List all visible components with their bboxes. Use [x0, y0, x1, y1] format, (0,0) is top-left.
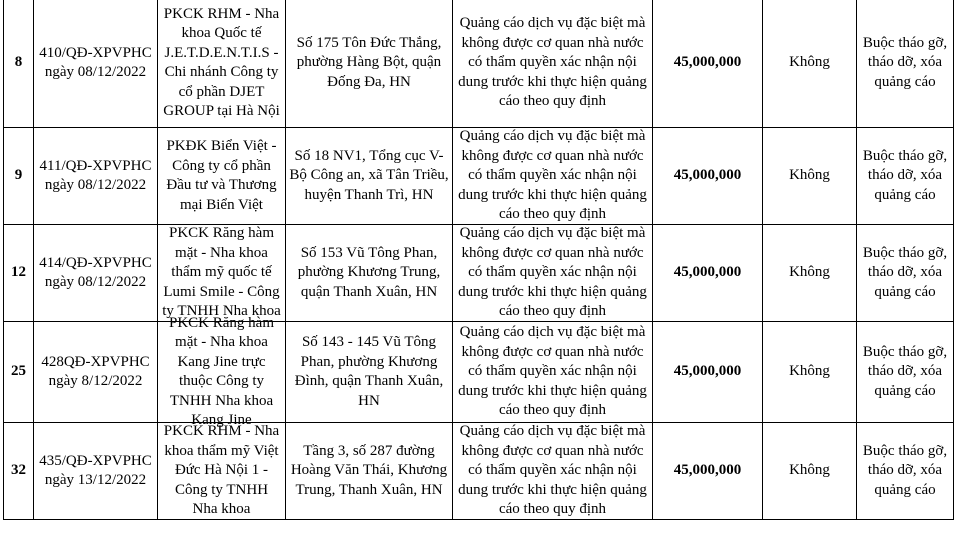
row-number: 12 — [4, 225, 34, 322]
table-row — [4, 225, 954, 322]
violation-text: Quảng cáo dịch vụ đặc biệt mà không được cơ quan nhà nước có thẩm quyền xác nhận nội dung trước khi thực hiện quảng cáo theo quy định — [458, 324, 647, 419]
remedy-cell — [857, 423, 954, 520]
decision-cell — [34, 423, 158, 520]
address-text: Số 18 NV1, Tổng cục V- Bộ Công an, xã Tân Triều, huyện Thanh Trì, HN — [289, 147, 449, 203]
fine-amount: 45,000,000 — [653, 128, 763, 225]
additional-penalty: Không — [763, 128, 857, 225]
decision-cell — [34, 225, 158, 322]
address-cell — [286, 322, 453, 423]
decision-text: 410/QĐ-XPVPHC ngày 08/12/2022 — [39, 44, 152, 80]
violation-text: Quảng cáo dịch vụ đặc biệt mà không được cơ quan nhà nước có thẩm quyền xác nhận nội dung trước khi thực hiện quảng cáo theo quy định — [458, 225, 647, 320]
entity-text: PKCK RHM - Nha khoa Quốc tế J.E.T.D.E.N.T.I.S - Chi nhánh Công ty cổ phần DJET GROUP tại Hà Nội — [163, 5, 280, 119]
entity-cell — [158, 314, 286, 428]
additional-penalty: Không — [763, 322, 857, 423]
violation-text: Quảng cáo dịch vụ đặc biệt mà không được cơ quan nhà nước có thẩm quyền xác nhận nội dung trước khi thực hiện quảng cáo theo quy định — [458, 128, 647, 223]
address-cell — [286, 423, 453, 520]
additional-penalty: Không — [763, 423, 857, 520]
address-text: Số 143 - 145 Vũ Tông Phan, phường Khương Đình, quận Thanh Xuân, HN — [294, 334, 444, 409]
row-number: 32 — [4, 423, 34, 520]
violation-clip — [453, 226, 652, 320]
address-text: Tầng 3, số 287 đường Hoàng Văn Thái, Khương Trung, Thanh Xuân, HN — [290, 442, 448, 498]
violations-table — [3, 0, 954, 520]
entity-cell — [158, 225, 286, 322]
fine-amount: 45,000,000 — [653, 423, 763, 520]
fine-amount: 45,000,000 — [653, 225, 763, 322]
decision-text: 411/QĐ-XPVPHC ngày 08/12/2022 — [39, 157, 152, 193]
remedy-cell — [857, 128, 954, 225]
remedy-text: Buộc tháo gỡ, tháo dỡ, xóa quảng cáo — [862, 34, 948, 90]
table-row — [4, 423, 954, 520]
fine-amount: 45,000,000 — [653, 322, 763, 423]
entity-clip — [158, 0, 285, 126]
violation-cell — [453, 423, 653, 520]
entity-cell — [158, 128, 286, 225]
entity-text: PKCK Răng hàm mặt - Nha khoa thẩm mỹ quốc tế Lumi Smile - Công ty TNHH Nha khoa — [162, 225, 281, 320]
address-text: Số 175 Tôn Đức Thắng, phường Hàng Bột, quận Đống Đa, HN — [296, 34, 442, 90]
entity-text: PKĐK Biển Việt - Công ty cổ phần Đầu tư và Thương mại Biển Việt — [166, 138, 277, 213]
violation-text: Quảng cáo dịch vụ đặc biệt mà không được cơ quan nhà nước có thẩm quyền xác nhận nội dung trước khi thực hiện quảng cáo theo quy định — [458, 15, 647, 110]
remedy-text: Buộc tháo gỡ, tháo dỡ, xóa quảng cáo — [862, 343, 948, 399]
violation-clip — [453, 424, 652, 518]
violation-cell — [453, 0, 653, 128]
additional-penalty: Không — [763, 225, 857, 322]
violation-clip — [453, 323, 652, 421]
fine-amount: 45,000,000 — [653, 0, 763, 128]
entity-text: PKCK RHM - Nha khoa thẩm mỹ Việt Đức Hà Nội 1 - Công ty TNHH Nha khoa — [163, 423, 280, 518]
row-number: 8 — [4, 0, 34, 128]
decision-cell — [34, 0, 158, 128]
violation-cell — [453, 128, 653, 225]
remedy-cell — [857, 0, 954, 128]
row-number: 9 — [4, 128, 34, 225]
entity-clip — [158, 424, 285, 518]
entity-cell — [158, 0, 286, 128]
address-cell — [286, 225, 453, 322]
entity-cell — [158, 423, 286, 520]
entity-clip — [158, 129, 285, 223]
remedy-cell — [857, 225, 954, 322]
decision-cell — [34, 128, 158, 225]
decision-cell — [34, 322, 158, 423]
address-cell — [286, 128, 453, 225]
table-row — [4, 0, 954, 128]
entity-text: PKCK Răng hàm mặt - Nha khoa Kang Jine trực thuộc Công ty TNHH Nha khoa Kang Jine — [169, 314, 274, 428]
entity-clip — [158, 314, 285, 428]
table-row — [4, 128, 954, 225]
violation-cell — [453, 225, 653, 322]
decision-text: 428QĐ-XPVPHC ngày 8/12/2022 — [41, 353, 150, 389]
table-row — [4, 322, 954, 423]
remedy-text: Buộc tháo gỡ, tháo dỡ, xóa quảng cáo — [862, 244, 948, 300]
row-number: 25 — [4, 322, 34, 423]
entity-clip — [158, 226, 285, 320]
decision-text: 414/QĐ-XPVPHC ngày 08/12/2022 — [39, 254, 152, 290]
violation-cell — [453, 322, 653, 423]
violation-text: Quảng cáo dịch vụ đặc biệt mà không được cơ quan nhà nước có thẩm quyền xác nhận nội dung trước khi thực hiện quảng cáo theo quy định — [458, 423, 647, 518]
address-cell — [286, 0, 453, 128]
decision-text: 435/QĐ-XPVPHC ngày 13/12/2022 — [39, 452, 152, 488]
remedy-text: Buộc tháo gỡ, tháo dỡ, xóa quảng cáo — [862, 147, 948, 203]
violation-clip — [453, 129, 652, 223]
remedy-text: Buộc tháo gỡ, tháo dỡ, xóa quảng cáo — [862, 442, 948, 498]
remedy-cell — [857, 322, 954, 423]
address-text: Số 153 Vũ Tông Phan, phường Khương Trung, quận Thanh Xuân, HN — [297, 244, 441, 300]
additional-penalty: Không — [763, 0, 857, 128]
